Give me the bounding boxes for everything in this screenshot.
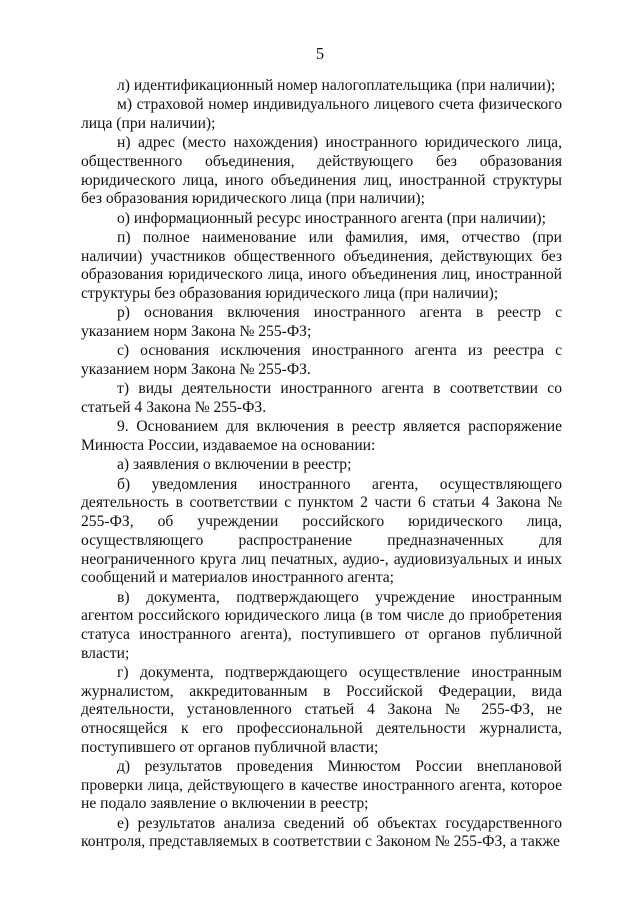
paragraph-g-journalist: г) документа, подтверждающего осуществление иностранным журналистом, аккредитованным в Российской Федерации, вида деятельности, установленного статьей 4 Закона № 255-ФЗ, не относящейся к его профессиональной деятельности журналиста, поступившего от органов публичной власти; (81, 663, 562, 756)
paragraph-r-inclusion-grounds: р) основания включения иностранного агента в реестр с указанием норм Закона № 255-ФЗ; (81, 304, 562, 341)
paragraph-s-exclusion-grounds: с) основания исключения иностранного агента из реестра с указанием норм Закона № 255-ФЗ. (81, 342, 562, 379)
page-number: 5 (315, 44, 325, 63)
paragraph-b-notification: б) уведомления иностранного агента, осуществляющего деятельность в соответствии с пунктом 2 части 6 статьи 4 Закона № 255-ФЗ, об учреждении российского юридического лица, осуществляющего распространение предназначенных для неограниченного круга лиц печатных, аудио-, аудиовизуальных и иных сообщений и материалов иностранного агента; (81, 475, 562, 587)
paragraph-p-participants: п) полное наименование или фамилия, имя, отчество (при наличии) участников общественного объединения, действующих без образования юридического лица, иного объединения лиц, иностранной структуры без образования юридического лица (при наличии); (81, 229, 562, 303)
paragraph-v-document: в) документа, подтверждающего учреждение иностранным агентом российского юридического лица (в том числе до приобретения статуса иностранного агента), поступившего от органов публичной власти; (81, 588, 562, 662)
paragraph-e-analysis: е) результатов анализа сведений об объектах государственного контроля, представляемых в соответствии с Законом № 255-ФЗ, а также (81, 814, 562, 851)
document-body (81, 77, 562, 852)
paragraph-o-info-resource: о) информационный ресурс иностранного агента (при наличии); (117, 209, 546, 227)
paragraph-a-application: а) заявления о включении в реестр; (117, 456, 352, 474)
paragraph-n-address: н) адрес (место нахождения) иностранного юридического лица, общественного объединения, действующего без образования юридического лица, иного объединения лиц, иностранной структуры без образования юридического лица (при наличии); (81, 134, 562, 208)
paragraph-9-basis: 9. Основанием для включения в реестр является распоряжение Минюста России, издаваемое на основании: (81, 418, 562, 455)
paragraph-m-snils: м) страховой номер индивидуального лицевого счета физического лица (при наличии); (81, 96, 562, 132)
paragraph-t-activity-types: т) виды деятельности иностранного агента в соответствии со статьей 4 Закона № 255-ФЗ. (81, 380, 562, 417)
paragraph-d-inspection: д) результатов проведения Минюстом России внеплановой проверки лица, действующего в качестве иностранного агента, которое не подало заявление о включении в реестр; (81, 758, 562, 813)
paragraph-l-inn: л) идентификационный номер налогоплательщика (при наличии); (117, 77, 556, 94)
